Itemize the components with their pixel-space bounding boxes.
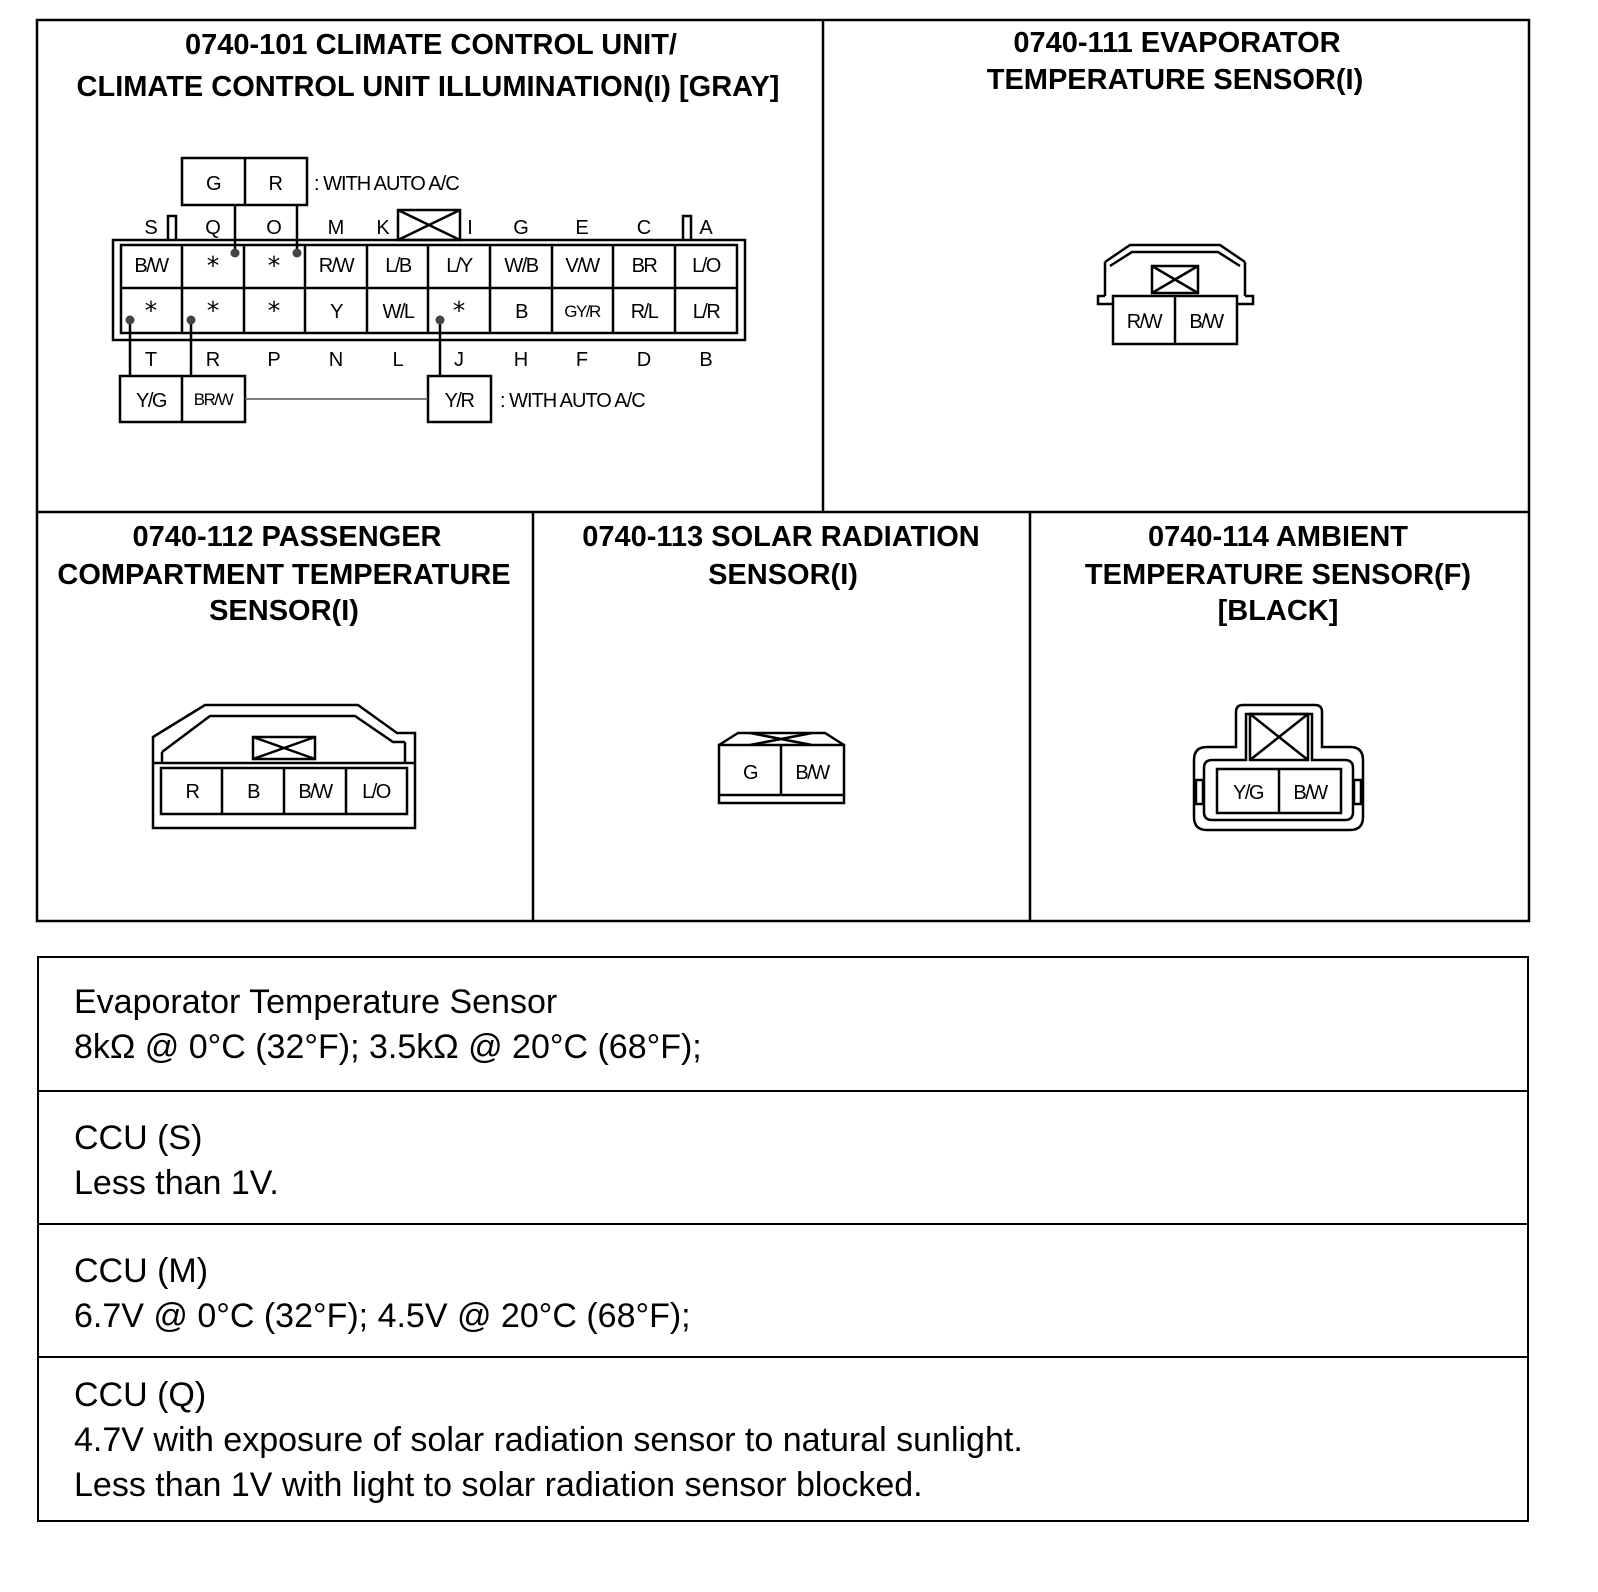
ccu-top-note: : WITH AUTO A/C <box>314 173 459 195</box>
ccu-letter-l: L <box>392 349 404 371</box>
pass-pin-r: R <box>185 781 199 803</box>
solar-pin-bw: B/W <box>795 762 829 784</box>
ccu-title-line1: 0740-101 CLIMATE CONTROL UNIT/ <box>184 29 678 61</box>
ccu-pin-l: W/L <box>382 301 414 323</box>
ccu-pin-d: R/L <box>630 301 658 323</box>
evap-title-line2: TEMPERATURE SENSOR(I) <box>986 64 1364 96</box>
ccu-pin-j: * <box>452 296 466 325</box>
spec-value: 8kΩ @ 0°C (32°F); 3.5kΩ @ 20°C (68°F); <box>74 1028 702 1066</box>
spec-value: Less than 1V with light to solar radiation sensor blocked. <box>74 1466 923 1504</box>
spec-row-ccu-s <box>39 1090 1527 1224</box>
spec-value: 6.7V @ 0°C (32°F); 4.5V @ 20°C (68°F); <box>74 1297 691 1335</box>
spec-row-ccu-q <box>39 1356 1527 1522</box>
ccu-pin-p: * <box>267 296 281 325</box>
pass-pin-lo: L/O <box>362 781 390 803</box>
ccu-upper-letters <box>144 217 713 239</box>
panel-ccu <box>77 29 780 422</box>
spec-heading: CCU (M) <box>74 1252 209 1290</box>
ccu-letter-m: M <box>327 217 345 239</box>
ccu-bottom-note: : WITH AUTO A/C <box>500 390 645 412</box>
solar-pin-g: G <box>742 762 758 784</box>
ccu-letter-c: C <box>636 217 652 239</box>
amb-title-line2: TEMPERATURE SENSOR(F) <box>1084 559 1472 591</box>
ccu-bottom-pin-brw: BR/W <box>193 390 233 409</box>
ccu-letter-a: A <box>699 217 713 239</box>
spec-heading: CCU (Q) <box>74 1376 207 1414</box>
amb-pin-bw: B/W <box>1293 782 1327 804</box>
ccu-lower-row <box>145 296 721 325</box>
ccu-letter-d: D <box>636 349 652 371</box>
spec-value: 4.7V with exposure of solar radiation sensor to natural sunlight. <box>74 1421 1023 1459</box>
pass-pin-b: B <box>247 781 259 803</box>
ccu-pin-m: R/W <box>318 255 354 277</box>
ccu-pin-r: * <box>206 296 220 325</box>
ccu-pin-o: * <box>267 251 281 280</box>
evap-pin-rw: R/W <box>1126 311 1162 333</box>
ccu-letter-t: T <box>144 349 158 371</box>
spec-heading: Evaporator Temperature Sensor <box>74 983 558 1021</box>
ccu-letter-q: Q <box>205 217 221 239</box>
spec-row-ccu-m <box>39 1223 1527 1357</box>
spec-table <box>37 956 1529 1522</box>
ccu-letter-o: O <box>266 217 282 239</box>
ccu-top-pin-g: G <box>205 173 221 195</box>
ccu-letter-r: R <box>205 349 221 371</box>
ccu-letter-b: B <box>699 349 713 371</box>
ccu-pin-a: L/O <box>692 255 720 277</box>
ccu-bottom-pin-yg: Y/G <box>136 390 166 412</box>
amb-title-line3: [BLACK] <box>1217 595 1339 627</box>
ccu-pin-q: * <box>206 251 220 280</box>
ccu-pin-g: W/B <box>504 255 538 277</box>
evap-pin-bw: B/W <box>1189 311 1223 333</box>
panel-evaporator <box>987 27 1363 344</box>
ccu-letter-f: F <box>575 349 589 371</box>
ccu-bottom-pin-yr: Y/R <box>444 390 474 412</box>
ccu-pin-c: BR <box>631 255 657 277</box>
ccu-pin-h: B <box>515 301 527 323</box>
pass-title-line1: 0740-112 PASSENGER <box>132 521 442 553</box>
ccu-pin-k: L/B <box>385 255 411 277</box>
evap-title-line1: 0740-111 EVAPORATOR <box>1013 27 1341 59</box>
amb-title-line1: 0740-114 AMBIENT <box>1147 521 1409 553</box>
ccu-letter-i: I <box>467 217 473 239</box>
ccu-pin-t: * <box>144 296 158 325</box>
ccu-letter-n: N <box>328 349 344 371</box>
panel-passenger <box>57 521 510 828</box>
solar-title-line1: 0740-113 SOLAR RADIATION <box>582 521 980 553</box>
panel-ambient <box>1085 521 1471 830</box>
ccu-letter-g: G <box>513 217 529 239</box>
amb-pin-yg: Y/G <box>1233 782 1263 804</box>
panel-solar <box>582 521 980 803</box>
ccu-pin-b: L/R <box>692 301 720 323</box>
ccu-letter-h: H <box>513 349 529 371</box>
pass-title-line2: COMPARTMENT TEMPERATURE <box>57 559 511 591</box>
ccu-letter-k: K <box>376 217 390 239</box>
spec-row-evaporator <box>39 958 1527 1092</box>
ccu-top-pin-r: R <box>268 173 282 195</box>
spec-heading: CCU (S) <box>74 1119 203 1157</box>
ccu-lower-letters <box>145 349 713 371</box>
pass-title-line3: SENSOR(I) <box>209 595 359 627</box>
ccu-letter-s: S <box>144 217 158 239</box>
ccu-pin-i: L/Y <box>446 255 472 277</box>
ccu-letter-e: E <box>575 217 589 239</box>
ccu-letter-j: J <box>454 349 464 371</box>
pass-pin-bw: B/W <box>298 781 332 803</box>
spec-value: Less than 1V. <box>74 1164 279 1202</box>
solar-title-line2: SENSOR(I) <box>708 559 858 591</box>
ccu-letter-p: P <box>267 349 281 371</box>
ccu-pin-s: B/W <box>134 255 168 277</box>
ccu-title-line2: CLIMATE CONTROL UNIT ILLUMINATION(I) [GRAY] <box>76 71 780 103</box>
ccu-pin-e: V/W <box>565 255 599 277</box>
ccu-pin-n: Y <box>330 301 342 323</box>
ccu-pin-f: GY/R <box>564 302 600 321</box>
